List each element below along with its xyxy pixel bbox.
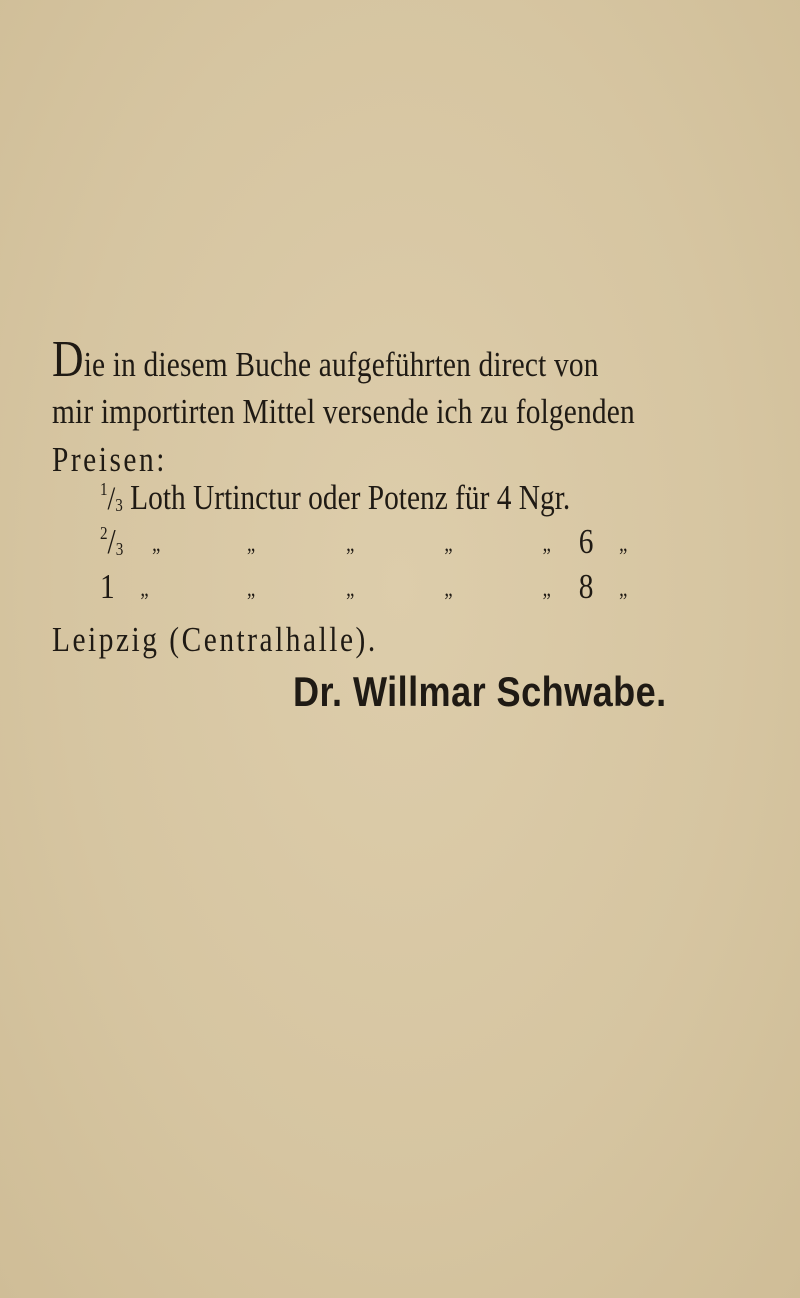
fraction-denominator: 3 [115,495,123,515]
signature: Dr. Willmar Schwabe. [293,668,667,715]
ditto-mark: „ [247,576,256,601]
ditto-mark: „ [444,531,453,556]
ditto-mark: „ [542,576,551,601]
intro-paragraph [52,331,657,484]
fraction-two-thirds: $^2/_3$ [100,522,124,561]
intro-line-3: Preisen: [52,440,167,479]
ditto-mark: „ [619,531,628,556]
ditto-mark: „ [619,576,628,601]
intro-line-1-text: ie in diesem Buche aufgeführten direct von [83,345,599,384]
ditto-mark: „ [152,531,161,556]
quantity-one: 1 [100,567,115,606]
price-amount: 6 [578,522,594,561]
drop-cap: D [52,331,84,388]
place-line: Leipzig (Centralhalle). [52,620,378,659]
price-row-two-thirds-loth [100,522,638,562]
ditto-mark: „ [346,531,355,556]
price-row-1-text: Loth Urtinctur oder Potenz für 4 Ngr. [130,478,571,517]
intro-line-2: mir importirten Mittel versende ich zu folgenden [52,392,635,431]
price-amount: 8 [578,567,594,606]
fraction-denominator: 3 [115,539,124,559]
price-row-third-loth [100,478,638,518]
fraction-numerator: 2 [100,523,108,543]
ditto-mark: „ [247,531,256,556]
ditto-mark: „ [444,576,453,601]
ditto-mark: „ [542,531,551,556]
price-row-one-loth [100,567,638,607]
ditto-mark: „ [140,576,149,601]
intro-line-1 [52,331,657,388]
ditto-mark: „ [346,576,355,601]
fraction-one-third: $^1/_3$ [100,479,123,517]
fraction-numerator: 1 [100,479,108,499]
